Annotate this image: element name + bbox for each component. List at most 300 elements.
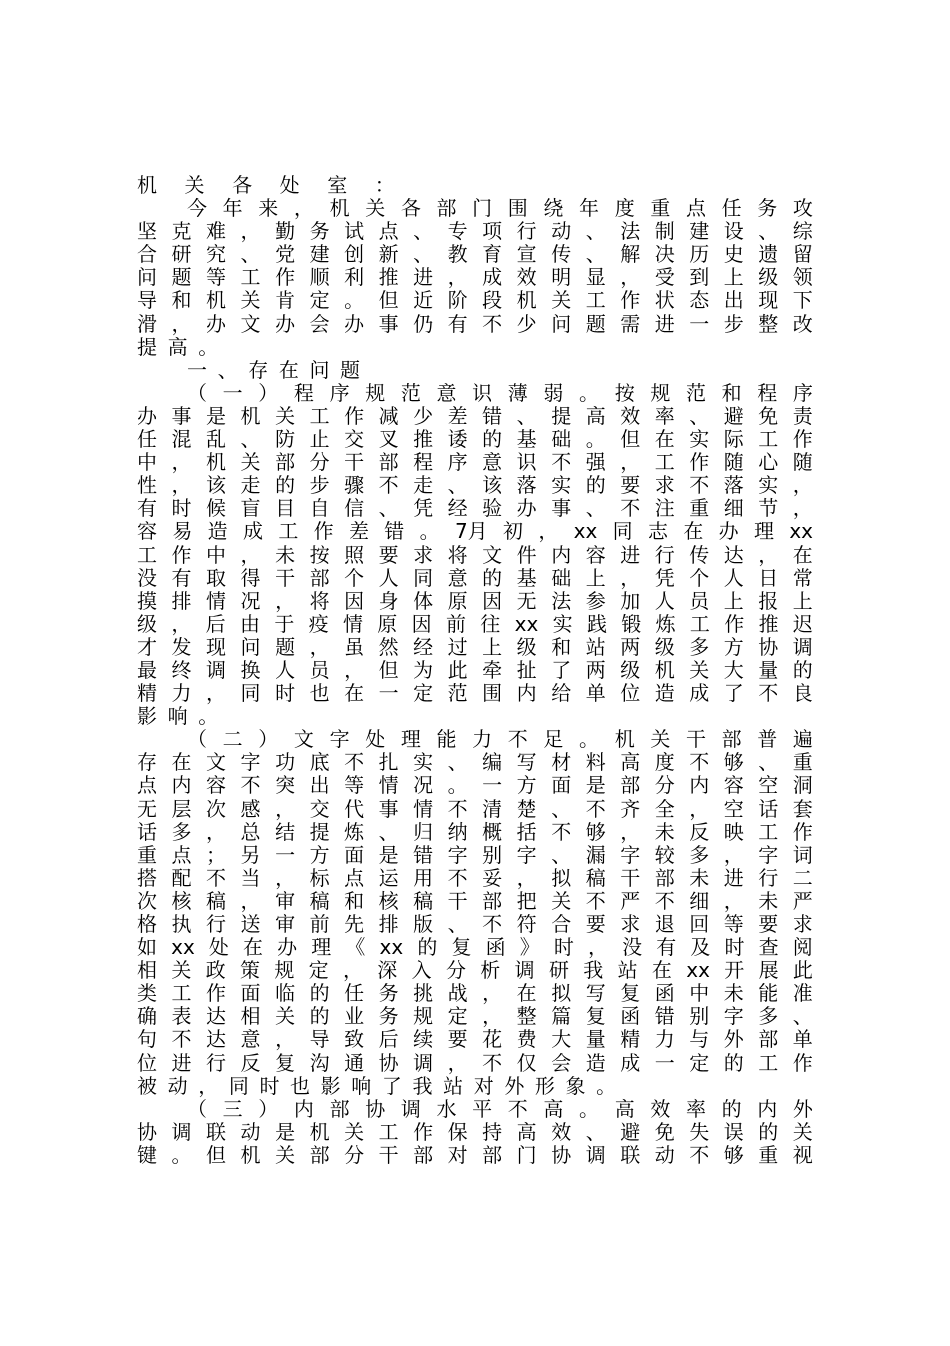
text-token: 规	[413, 1005, 434, 1029]
text-token: 际	[723, 428, 744, 452]
text-token: 够	[585, 820, 606, 844]
text-token: 原	[447, 589, 468, 613]
text-token: 造	[585, 1051, 606, 1075]
text-token: 历	[689, 243, 710, 267]
text-token: 不	[171, 1028, 192, 1052]
text-token: ；	[206, 843, 227, 867]
text-token: 词	[792, 843, 813, 867]
text-token: 调	[792, 635, 813, 659]
text-line	[137, 913, 813, 936]
text-token: 终	[171, 658, 192, 682]
text-token: 推	[413, 428, 434, 452]
text-token: 要	[585, 913, 606, 936]
text-line	[137, 243, 813, 266]
document-page	[137, 174, 813, 1174]
text-token: 交	[344, 428, 365, 452]
text-line	[137, 1028, 813, 1051]
text-token: 情	[413, 797, 434, 821]
text-token: 概	[482, 820, 503, 844]
text-token: 、	[447, 913, 468, 936]
text-token: 级	[137, 612, 157, 636]
text-token: 行	[206, 1051, 227, 1075]
text-token: 推	[378, 266, 399, 290]
text-token: 作	[413, 1120, 434, 1144]
text-token: 人	[723, 566, 744, 590]
text-token: 严	[620, 889, 641, 913]
text-line	[137, 798, 813, 821]
text-token: 问	[309, 358, 341, 382]
text-token: 多	[689, 843, 710, 867]
text-token: 办	[277, 936, 298, 960]
text-token: xx	[686, 959, 710, 983]
text-token: 此	[792, 959, 813, 983]
text-token: 利	[344, 266, 365, 290]
text-token: 仍	[413, 312, 434, 336]
text-line	[137, 336, 813, 359]
text-token: 高	[167, 335, 199, 359]
text-token: 心	[758, 451, 779, 475]
text-token: ，	[758, 543, 779, 567]
text-token: 不	[482, 312, 503, 336]
text-token: 部	[721, 728, 742, 752]
text-token: 准	[792, 982, 813, 1006]
text-token: 。	[579, 728, 600, 752]
text-token: 分	[309, 451, 330, 475]
text-token: 部	[436, 197, 457, 221]
text-token: 。	[198, 335, 229, 359]
text-token: 作	[344, 404, 365, 428]
text-token: 部	[309, 566, 330, 590]
text-token: 机	[309, 1120, 330, 1144]
text-token: 初	[503, 520, 524, 544]
text-token: 前	[309, 913, 330, 936]
text-token: 避	[723, 404, 744, 428]
text-token: 达	[206, 1005, 227, 1029]
text-token: ，	[482, 982, 503, 1006]
text-token: 业	[344, 1005, 365, 1029]
text-token: 改	[792, 312, 813, 336]
text-token: 被	[137, 1074, 168, 1098]
text-token: 落	[723, 474, 744, 498]
text-token: 错	[482, 404, 503, 428]
text-token: 一	[654, 1051, 675, 1075]
text-token: 原	[377, 612, 398, 636]
text-token: 创	[344, 243, 365, 267]
text-line	[137, 289, 813, 312]
text-token: 中	[206, 543, 227, 567]
text-token: 内	[516, 682, 537, 706]
text-token: 理	[753, 520, 774, 544]
text-token: 阶	[447, 289, 468, 313]
text-token: 关	[792, 1120, 813, 1144]
text-token: ，	[275, 589, 296, 613]
section-heading	[137, 359, 813, 382]
text-token: 办	[718, 520, 739, 544]
text-token: 回	[689, 913, 710, 936]
text-token: 绕	[543, 197, 564, 221]
text-token: 试	[344, 220, 365, 244]
text-token: 联	[206, 1120, 227, 1144]
text-token: 状	[654, 289, 675, 313]
text-token: 是	[206, 404, 227, 428]
text-token: 人	[275, 658, 296, 682]
text-token: 关	[689, 658, 710, 682]
text-token: 到	[689, 266, 710, 290]
text-token: 高	[614, 1097, 635, 1121]
text-token: 工	[278, 520, 299, 544]
text-token: 事	[378, 312, 399, 336]
text-token: 函	[620, 1005, 641, 1029]
text-token: 搭	[137, 866, 157, 890]
text-token: 工	[689, 612, 710, 636]
text-token: 事	[171, 404, 192, 428]
text-token: 走	[240, 474, 261, 498]
text-line	[137, 774, 813, 797]
text-token: 人	[378, 566, 399, 590]
text-line	[137, 821, 813, 844]
text-token: 点	[344, 866, 365, 890]
text-token: 多	[758, 1005, 779, 1029]
text-token: 。	[596, 1074, 627, 1098]
text-token: 整	[516, 1005, 537, 1029]
text-token: 效	[620, 404, 641, 428]
text-token: 合	[137, 243, 157, 267]
text-token: 混	[171, 428, 192, 452]
text-token: 门	[516, 1143, 537, 1167]
text-token: 效	[551, 1120, 572, 1144]
text-token: 因	[344, 589, 365, 613]
text-token: 效	[516, 266, 537, 290]
text-token: 骤	[344, 474, 365, 498]
text-token: 新	[378, 243, 399, 267]
text-token: 我	[583, 959, 604, 983]
text-token: 代	[344, 797, 365, 821]
text-token: 漏	[585, 843, 606, 867]
text-token: 的	[482, 428, 503, 452]
text-token: 。	[447, 774, 468, 798]
text-token: 意	[482, 451, 503, 475]
text-token: 炼	[344, 820, 365, 844]
text-token: 二	[222, 728, 243, 752]
text-token: 突	[275, 774, 296, 798]
text-token: 联	[620, 1143, 641, 1167]
text-token: 设	[723, 220, 744, 244]
text-token: 由	[239, 612, 260, 636]
text-token: 了	[381, 1074, 413, 1098]
text-token: 、	[689, 404, 710, 428]
text-token: 随	[723, 451, 744, 475]
text-token: 范	[400, 381, 421, 405]
text-token: 字	[723, 1005, 744, 1029]
text-token: 清	[482, 797, 503, 821]
text-token: 下	[792, 289, 813, 313]
text-token: 分	[654, 774, 675, 798]
text-line	[137, 1098, 813, 1121]
text-token: 作	[792, 1051, 813, 1075]
text-token: 函	[654, 982, 675, 1006]
text-token: 、	[413, 220, 434, 244]
text-token: 机	[206, 289, 227, 313]
text-token: 得	[240, 566, 261, 590]
text-token: 情	[342, 612, 363, 636]
text-token: 给	[551, 682, 572, 706]
text-token: 协	[365, 1097, 386, 1121]
text-token: 视	[792, 1143, 813, 1167]
text-token: 员	[309, 658, 330, 682]
text-token: 参	[585, 589, 606, 613]
text-token: 级	[758, 266, 779, 290]
text-token: 别	[482, 843, 503, 867]
text-token: 工	[137, 543, 157, 567]
text-token: ）	[258, 728, 279, 752]
text-token: 该	[482, 474, 503, 498]
text-token: 取	[206, 566, 227, 590]
text-token: 和	[551, 635, 572, 659]
text-token: 。	[344, 289, 365, 313]
text-token: ，	[482, 1005, 503, 1029]
text-token: 量	[758, 658, 779, 682]
text-token: 致	[344, 1028, 365, 1052]
text-token: 减	[378, 404, 399, 428]
text-token: 的	[758, 1120, 779, 1144]
text-token: 反	[240, 1051, 261, 1075]
text-token: 存	[137, 751, 157, 775]
text-token: 不	[344, 751, 365, 775]
text-token: 识	[516, 451, 537, 475]
text-token: 类	[137, 982, 157, 1006]
text-token: 程	[413, 451, 434, 475]
text-token: 误	[723, 1120, 744, 1144]
text-token: ，	[240, 543, 261, 567]
text-line	[137, 705, 813, 728]
text-token: 点	[378, 220, 399, 244]
text-token: 拟	[551, 866, 572, 890]
text-token: 题	[585, 312, 606, 336]
text-token: 不	[689, 474, 710, 498]
text-token: 意	[436, 381, 457, 405]
text-token: 照	[344, 543, 365, 567]
text-token: 识	[472, 381, 493, 405]
text-token: 发	[171, 635, 192, 659]
text-token: ，	[275, 797, 296, 821]
text-token: 行	[654, 543, 675, 567]
text-token: 成	[482, 266, 503, 290]
text-token: 实	[413, 751, 434, 775]
text-token: 多	[689, 635, 710, 659]
text-token: 动	[654, 1143, 675, 1167]
text-token: 不	[689, 1143, 710, 1167]
text-token: 的	[585, 474, 606, 498]
text-token: 行	[758, 866, 779, 890]
text-token: ，	[171, 612, 192, 636]
text-token: 提	[551, 404, 572, 428]
text-token: 扯	[516, 658, 537, 682]
text-token: 责	[792, 404, 813, 428]
text-token: 导	[309, 1028, 330, 1052]
text-token: ，	[723, 889, 744, 913]
text-token: ）	[258, 381, 279, 405]
text-token: 部	[758, 1028, 779, 1052]
text-token: 领	[792, 266, 813, 290]
text-token: 求	[413, 543, 434, 567]
text-token: 位	[137, 1051, 157, 1075]
text-token: 底	[309, 751, 330, 775]
text-token: 日	[758, 566, 779, 590]
text-token: 、	[585, 220, 606, 244]
text-token: 牵	[482, 658, 503, 682]
text-token: 格	[137, 913, 157, 936]
text-token: 关	[275, 1143, 296, 1167]
text-token: 。	[419, 520, 440, 544]
text-token: 、	[413, 243, 434, 267]
text-token: 未	[758, 889, 779, 913]
text-token: 不	[507, 1097, 528, 1121]
text-token: 够	[723, 1143, 744, 1167]
text-token: xx	[379, 936, 404, 960]
text-token: 相	[137, 959, 157, 983]
text-token: 总	[240, 820, 261, 844]
text-token: 动	[240, 1120, 261, 1144]
text-token: 、	[240, 428, 261, 452]
text-token: 把	[516, 889, 537, 913]
text-token: 实	[551, 474, 572, 498]
text-token: 范	[447, 682, 468, 706]
text-token: 写	[585, 982, 606, 1006]
text-token: 响	[167, 705, 199, 729]
text-token: 围	[507, 197, 528, 221]
text-token: 文	[293, 728, 314, 752]
text-token: 程	[757, 381, 778, 405]
text-token: 战	[447, 982, 468, 1006]
text-token: 虽	[344, 635, 365, 659]
text-token: 时	[553, 936, 574, 960]
text-token: 滑	[137, 312, 157, 336]
text-token: 别	[689, 1005, 710, 1029]
text-token: 方	[723, 635, 744, 659]
text-token: 进	[723, 866, 744, 890]
text-token: 况	[240, 589, 261, 613]
text-token: 常	[792, 566, 813, 590]
text-token: 未	[654, 820, 675, 844]
text-token: 干	[344, 451, 365, 475]
text-token: 基	[516, 566, 537, 590]
text-token: 句	[137, 1028, 157, 1052]
text-token: 近	[413, 289, 434, 313]
text-token: 内	[551, 543, 572, 567]
text-token: 不	[585, 797, 606, 821]
text-token: 外	[504, 1074, 535, 1098]
text-token: 法	[620, 220, 641, 244]
text-token: 要	[620, 474, 641, 498]
text-token: 《	[345, 936, 366, 960]
text-token: 大	[723, 658, 744, 682]
text-token: xx	[789, 520, 813, 544]
text-line	[137, 844, 813, 867]
text-token: 政	[205, 959, 226, 983]
text-token: 调	[413, 1051, 434, 1075]
text-token: 良	[792, 682, 813, 706]
text-token: 编	[482, 751, 503, 775]
text-token: 。	[579, 1097, 600, 1121]
text-token: 级	[620, 658, 641, 682]
text-token: 持	[482, 1120, 503, 1144]
text-token: 成	[689, 682, 710, 706]
text-token: ，	[206, 820, 227, 844]
text-token: 方	[516, 774, 537, 798]
text-token: 足	[543, 728, 564, 752]
text-token: 不	[551, 451, 572, 475]
text-token: 机	[654, 658, 675, 682]
text-line	[137, 197, 813, 220]
text-token: 的	[417, 936, 438, 960]
text-token: 及	[690, 936, 711, 960]
text-token: 按	[614, 381, 635, 405]
text-token: 肯	[275, 289, 296, 313]
text-token: 行	[206, 913, 227, 936]
text-token: 叉	[378, 428, 399, 452]
text-token: 不	[482, 913, 503, 936]
text-token: 换	[240, 658, 261, 682]
text-token: 务	[378, 982, 399, 1006]
text-token: 显	[585, 266, 606, 290]
text-token: 不	[447, 797, 468, 821]
text-token: 作	[792, 820, 813, 844]
text-token: 进	[654, 312, 675, 336]
text-token: 工	[309, 404, 330, 428]
text-token: 进	[620, 543, 641, 567]
text-token: 重	[650, 197, 671, 221]
text-token: 等	[723, 913, 744, 936]
text-token: ，	[309, 635, 330, 659]
text-token: 践	[586, 612, 607, 636]
text-token: 重	[758, 1143, 779, 1167]
text-token: ，	[240, 220, 261, 244]
text-token: 全	[654, 797, 675, 821]
text-token: 、	[585, 1120, 606, 1144]
text-token: 级	[516, 635, 537, 659]
text-token: 研	[171, 243, 192, 267]
text-token: 干	[620, 866, 641, 890]
text-token: 理	[400, 728, 421, 752]
text-token: 在	[654, 428, 675, 452]
text-token: ，	[342, 959, 363, 983]
text-token: 材	[551, 751, 572, 775]
text-token: 相	[240, 1005, 261, 1029]
text-token: 协	[551, 1143, 572, 1167]
text-token: 时	[171, 497, 192, 521]
text-token: 话	[137, 820, 157, 844]
text-token: 然	[378, 635, 399, 659]
text-token: 求	[792, 913, 813, 936]
text-token: 量	[585, 1028, 606, 1052]
text-token: 情	[378, 774, 399, 798]
text-token: 策	[239, 959, 260, 983]
text-token: 务	[378, 1005, 399, 1029]
text-token: 个	[689, 566, 710, 590]
text-token: 工	[758, 428, 779, 452]
text-token: 和	[721, 381, 742, 405]
text-token: 法	[551, 589, 572, 613]
text-token: 同	[240, 682, 261, 706]
text-token: 普	[757, 728, 778, 752]
text-token: ，	[344, 658, 365, 682]
text-token: 免	[654, 1120, 675, 1144]
text-token: 篇	[551, 1005, 572, 1029]
text-token: 党	[275, 243, 296, 267]
text-token: 点	[171, 843, 192, 867]
text-token: ，	[206, 682, 227, 706]
text-token: 的	[792, 658, 813, 682]
